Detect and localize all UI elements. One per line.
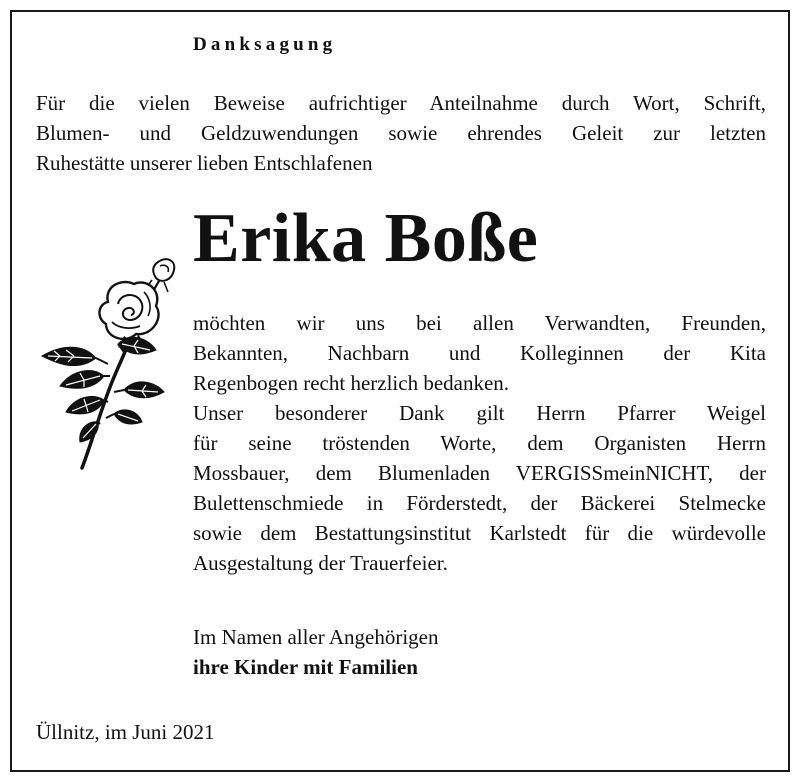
body-line: sowie dem Bestattungsinstitut Karlstedt für die würdevolle xyxy=(193,521,766,545)
signature-family: ihre Kinder mit Familien xyxy=(193,655,418,679)
intro-line: Blumen- und Geldzuwendungen sowie ehrendes Geleit zur letzten xyxy=(36,121,766,145)
body-line: Bekannten, Nachbarn und Kolleginnen der Kita xyxy=(193,341,766,365)
intro-line: Für die vielen Beweise aufrichtiger Anteilnahme durch Wort, Schrift, xyxy=(36,91,766,115)
place-date: Üllnitz, im Juni 2021 xyxy=(36,720,215,744)
body-line: Unser besonderer Dank gilt Herrn Pfarrer Weigel xyxy=(193,401,766,425)
notice-heading: Danksagung xyxy=(193,34,337,55)
body-line: für seine tröstenden Worte, dem Organisten Herrn xyxy=(193,431,766,455)
intro-paragraph xyxy=(36,88,766,178)
body-line: Mossbauer, dem Blumenladen VERGISSmeinNICHT, der xyxy=(193,461,766,485)
thanks-paragraph xyxy=(193,308,766,578)
body-line: möchten wir uns bei allen Verwandten, Freunden, xyxy=(193,311,766,335)
signature-block xyxy=(193,622,439,682)
body-line: Regenbogen recht herzlich bedanken. xyxy=(193,371,510,395)
deceased-name: Erika Boße xyxy=(193,200,539,277)
body-line: Bulettenschmiede in Förderstedt, der Bäckerei Stelmecke xyxy=(193,491,766,515)
rose-icon xyxy=(34,252,184,474)
intro-line: Ruhestätte unserer lieben Entschlafenen xyxy=(36,151,373,175)
signature-intro: Im Namen aller Angehörigen xyxy=(193,625,439,649)
body-line: Ausgestaltung der Trauerfeier. xyxy=(193,551,448,575)
